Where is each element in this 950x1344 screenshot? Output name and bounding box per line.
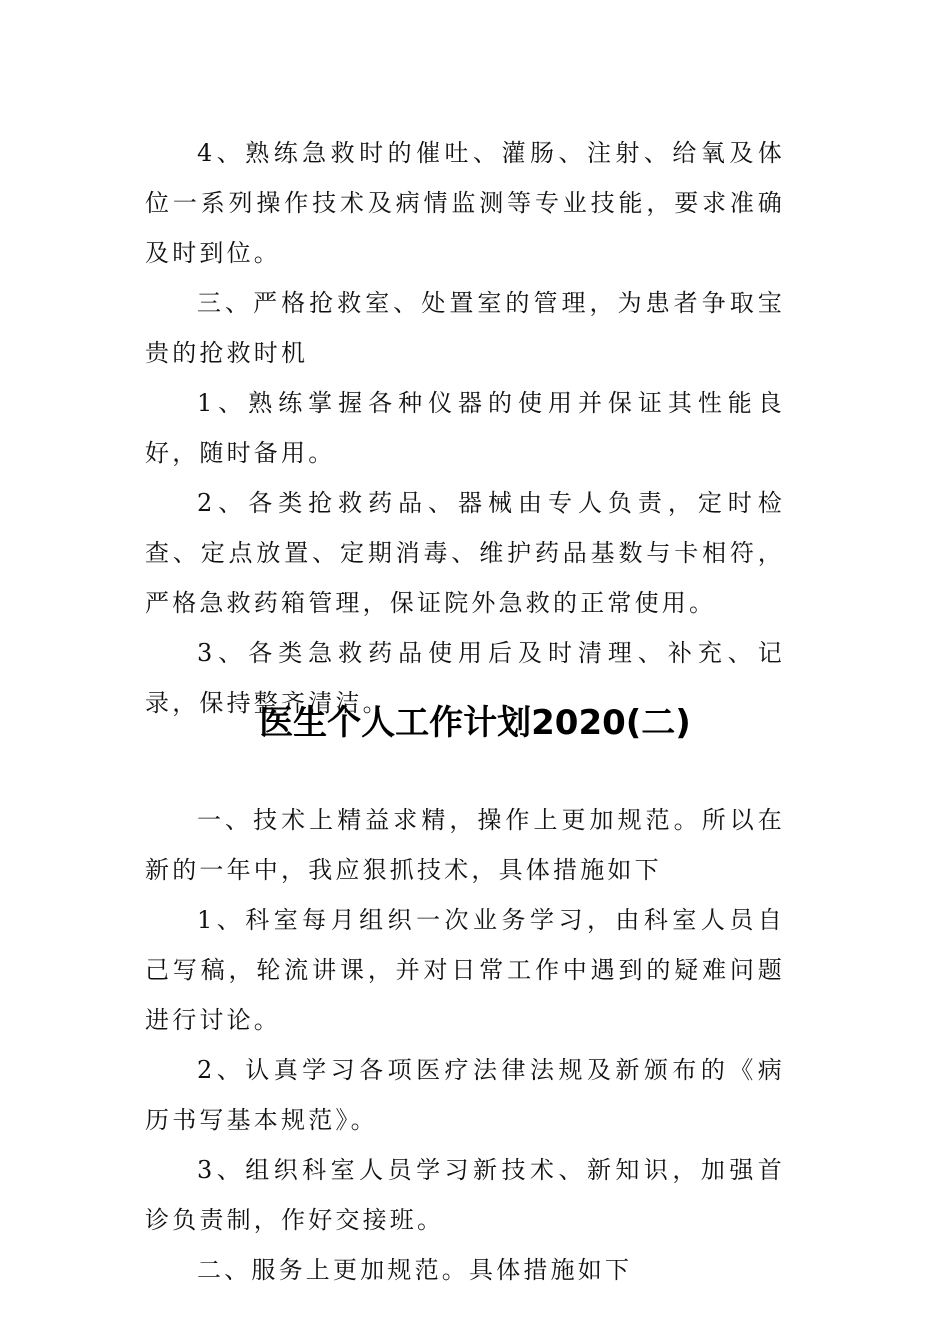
paragraph: 2、认真学习各项医疗法律法规及新颁布的《病历书写基本规范》。	[145, 1056, 785, 1134]
paragraph: 1、熟练掌握各种仪器的使用并保证其性能良好，随时备用。	[145, 389, 785, 467]
paragraph: 一、技术上精益求精，操作上更加规范。所以在新的一年中，我应狠抓技术，具体措施如下	[145, 806, 785, 884]
paragraph: 3、组织科室人员学习新技术、新知识，加强首诊负责制，作好交接班。	[145, 1156, 785, 1234]
section-two-body	[145, 795, 785, 1295]
paragraph: 1、科室每月组织一次业务学习，由科室人员自己写稿，轮流讲课，并对日常工作中遇到的疑难问题进行讨论。	[145, 906, 785, 1034]
paragraph: 3、各类急救药品使用后及时清理、补充、记录，保持整齐清洁。	[145, 639, 785, 717]
section-two-heading: 医生个人工作计划2020(二)	[259, 703, 691, 743]
paragraph: 三、严格抢救室、处置室的管理，为患者争取宝贵的抢救时机	[145, 289, 785, 367]
paragraph: 4、熟练急救时的催吐、灌肠、注射、给氧及体位一系列操作技术及病情监测等专业技能，要求准确及时到位。	[145, 139, 785, 267]
section-one-body	[145, 128, 785, 728]
paragraph: 2、各类抢救药品、器械由专人负责，定时检查、定点放置、定期消毒、维护药品基数与卡相符，严格急救药箱管理，保证院外急救的正常使用。	[145, 489, 785, 617]
paragraph: 二、服务上更加规范。具体措施如下	[197, 1256, 633, 1284]
